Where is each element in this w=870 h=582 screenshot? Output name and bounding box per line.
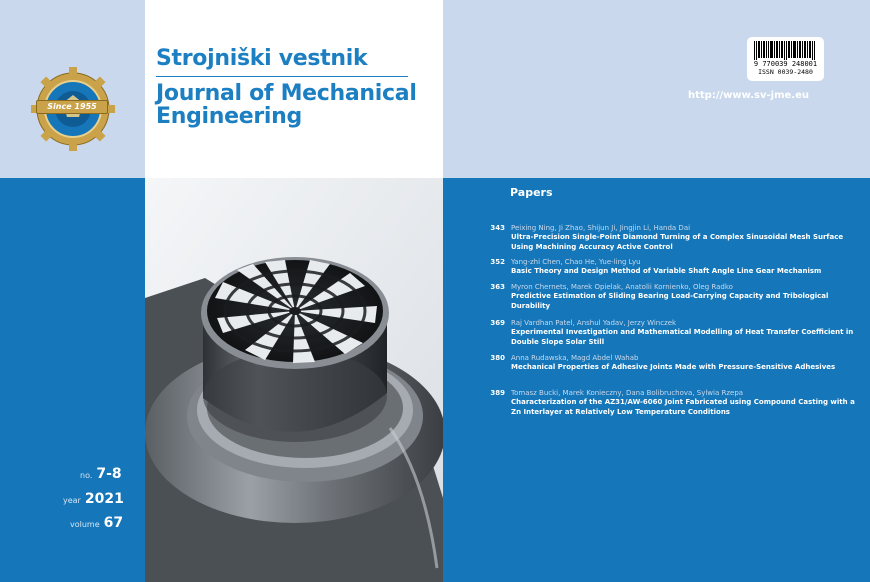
paper-authors: Anna Rudawska, Magd Abdel Wahab	[511, 354, 639, 362]
contents-heading: Contents	[510, 155, 587, 173]
barcode-number: 9 770039 248001	[753, 60, 818, 68]
paper-authors: Tomasz Bucki, Marek Konieczny, Dana Bolibruchova, Sylwia Rzepa	[511, 389, 744, 397]
issue-year-label: year	[63, 496, 81, 505]
barcode	[747, 37, 824, 81]
journal-title-english: Journal of Mechanical Engineering	[156, 81, 417, 129]
issue-volume-value: 67	[103, 515, 124, 531]
issue-number-label: no.	[80, 471, 93, 480]
paper-title: Characterization of the AZ31/AW-6060 Joint Fabricated using Compound Casting with a Zn Interlayer at Relatively Low Temperature Conditions	[511, 398, 855, 416]
title-divider	[156, 76, 408, 77]
paper-authors: Myron Chernets, Marek Opielak, Anatolii Kornienko, Oleg Radko	[511, 283, 733, 291]
paper-page-number: 369	[490, 319, 505, 327]
issn-number: ISSN 0039-2480	[758, 68, 813, 76]
paper-title: Experimental Investigation and Mathematical Modelling of Heat Transfer Coefficient in Double Slope Solar Still	[511, 328, 854, 346]
paper-page-number: 389	[490, 389, 505, 397]
paper-title: Predictive Estimation of Sliding Bearing Load-Carrying Capacity and Tribological Durability	[511, 292, 829, 310]
papers-subheading: Papers	[510, 186, 553, 199]
issue-volume	[70, 512, 123, 531]
machined-cylinder-photo	[145, 178, 443, 582]
issue-year-value: 2021	[84, 491, 124, 507]
barcode-bars-icon	[754, 41, 817, 60]
paper-authors: Peixing Ning, Ji Zhao, Shijun Ji, Jingjin Li, Handa Dai	[511, 224, 691, 232]
paper-page-number: 380	[490, 354, 505, 362]
journal-url[interactable]: http://www.sv-jme.eu	[688, 90, 809, 101]
issue-year	[63, 488, 124, 507]
logo-banner: Since 1955	[36, 100, 108, 114]
issue-volume-label: volume	[70, 520, 100, 529]
paper-title: Basic Theory and Design Method of Variable Shaft Angle Line Gear Mechanism	[511, 267, 822, 275]
issue-number-value: 7-8	[96, 466, 122, 482]
issue-number	[80, 463, 122, 482]
paper-page-number: 343	[490, 224, 505, 232]
journal-title-slovene: Strojniški vestnik	[156, 46, 368, 71]
paper-authors: Yang-zhi Chen, Chao He, Yue-ling Lyu	[511, 258, 641, 266]
paper-page-number: 352	[490, 258, 505, 266]
paper-title: Mechanical Properties of Adhesive Joints Made with Pressure-Sensitive Adhesives	[511, 363, 836, 371]
header-right-panel	[443, 0, 870, 178]
paper-page-number: 363	[490, 283, 505, 291]
cover-photo	[145, 178, 443, 582]
paper-authors: Raj Vardhan Patel, Anshul Yadav, Jerzy Winczek	[511, 319, 677, 327]
paper-title: Ultra-Precision Single-Point Diamond Turning of a Complex Sinusoidal Mesh Surface Using Machining Accuracy Active Control	[511, 233, 844, 251]
